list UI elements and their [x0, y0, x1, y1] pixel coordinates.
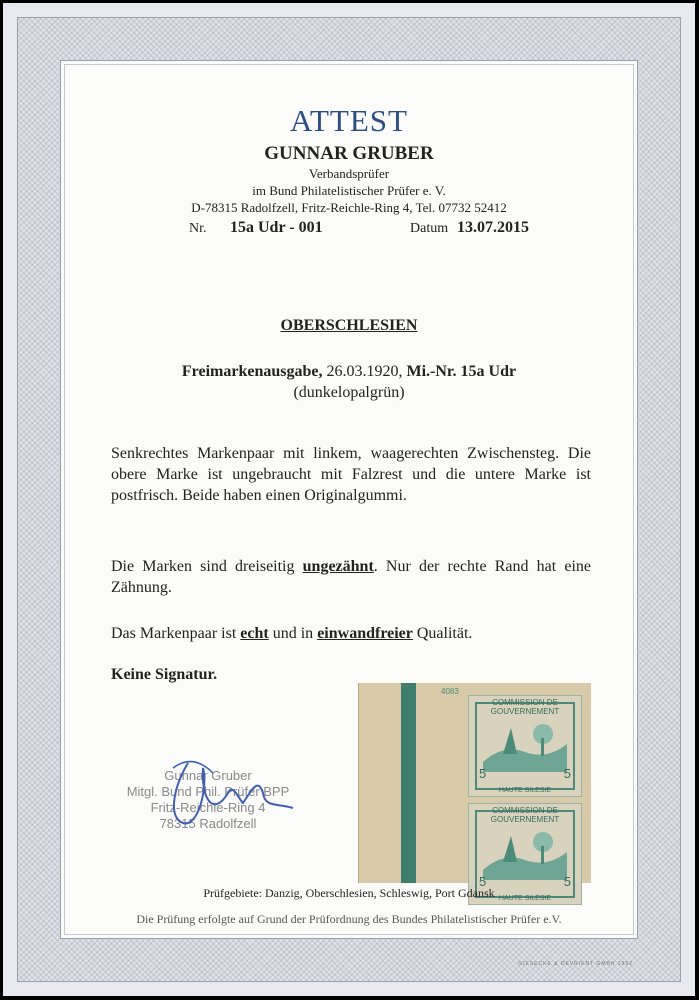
- certificate-sheet: [3, 3, 695, 996]
- p2-a: Die Marken sind dreiseitig: [111, 558, 303, 575]
- landscape-icon: [483, 822, 567, 880]
- date-label: Datum: [410, 221, 449, 236]
- number-value: 15a Udr - 001: [230, 219, 323, 236]
- date-value: 13.07.2015: [457, 219, 529, 236]
- examiner-stamp-line4: 78315 Radolfzell: [159, 816, 257, 831]
- issue-color: (dunkelopalgrün): [293, 384, 405, 401]
- section-title: OBERSCHLESIEN: [280, 317, 418, 334]
- signature-icon: [153, 748, 313, 838]
- examiner-stamp-line3: Fritz-Reichle-Ring 4: [150, 800, 266, 815]
- examination-rule: Die Prüfung erfolgte auf Grund der Prüfordnung des Bundes Philatelistischer Prüfer e.V.: [136, 912, 562, 926]
- p3-b: und in: [268, 625, 318, 642]
- examiner-name: GUNNAR GRUBER: [264, 143, 434, 164]
- examiner-stamp-line1: Gunnar Gruber: [164, 768, 252, 783]
- p2-b: . Nur der rechte Rand hat eine Zähnung.: [111, 558, 592, 596]
- signature-note: Keine Signatur.: [111, 666, 218, 683]
- issue-date: 26.03.1920,: [322, 363, 407, 380]
- examiner-role: Verbandsprüfer: [308, 166, 390, 181]
- stamp-lower-top-text: COMMISSION DE GOUVERNEMENT: [490, 806, 560, 824]
- stamp-upper: [468, 695, 582, 797]
- issue-mi: Mi.-Nr. 15a Udr: [406, 363, 517, 380]
- gutter-strip: [401, 683, 416, 883]
- perforation-paragraph: [111, 556, 591, 598]
- quality-paragraph: [111, 623, 591, 644]
- number-label: Nr.: [189, 221, 207, 236]
- stamp-lower-bottom-text: HAUTE SILESIE: [498, 895, 552, 902]
- issue-bold: Freimarkenausgabe,: [181, 363, 323, 380]
- sheet-number: 4083: [441, 687, 459, 696]
- attest-title: ATTEST: [290, 103, 408, 138]
- examiner-association: im Bund Philatelistischer Prüfer e. V.: [252, 183, 446, 198]
- issue-line: [3, 363, 695, 381]
- p3-a: Das Markenpaar ist: [111, 625, 241, 642]
- stamp-upper-top-text: COMMISSION DE GOUVERNEMENT: [490, 698, 560, 716]
- p2-underlined: ungezähnt: [302, 558, 374, 575]
- p3-einwandfreier: einwandfreier: [317, 625, 413, 642]
- p3-echt: echt: [240, 625, 269, 642]
- p3-c: Qualität.: [412, 625, 473, 642]
- stamp-upper-bottom-text: HAUTE SILESIE: [498, 787, 552, 794]
- description-paragraph: Senkrechtes Markenpaar mit linkem, waagerechten Zwischensteg. Die obere Marke ist ungebraucht mit Falzrest und die untere Marke ist postfrisch. Beide haben einen Originalgummi.: [111, 445, 591, 504]
- examiner-address: D-78315 Radolfzell, Fritz-Reichle-Ring 4, Tel. 07732 52412: [191, 200, 507, 215]
- printer-imprint: GIESECKE & DEVRIENT GMBH 1992: [518, 961, 633, 967]
- examiner-stamp-line2: Mitgl. Bund Phil. Prüfer BPP: [126, 784, 290, 799]
- examination-areas: Prüfgebiete: Danzig, Oberschlesien, Schleswig, Port Gdansk: [203, 886, 495, 900]
- stamp-lower-value-left: 5: [479, 874, 487, 889]
- stamp-upper-value-left: 5: [479, 766, 487, 781]
- stamp-upper-value-right: 5: [563, 766, 571, 781]
- landscape-icon: [483, 714, 567, 772]
- stamp-lower-value-right: 5: [563, 874, 571, 889]
